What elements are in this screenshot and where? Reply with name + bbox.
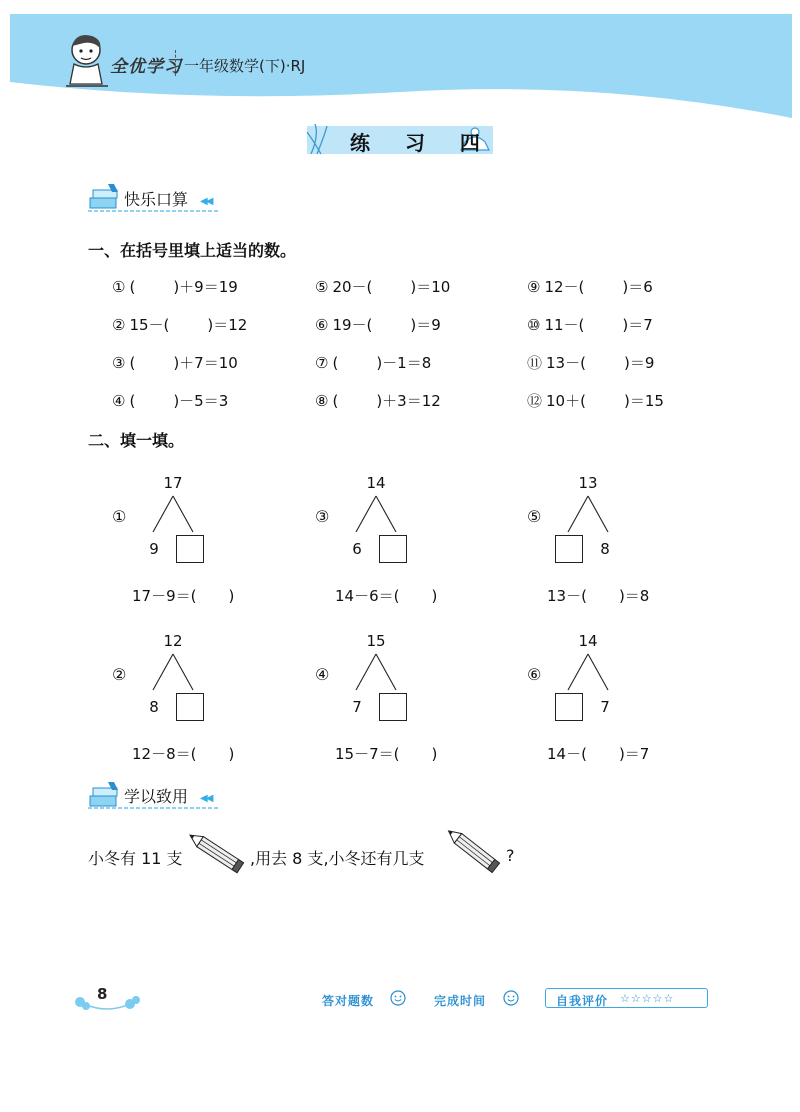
tree-equation: [335, 585, 437, 606]
tree-branches: [558, 652, 618, 692]
equation-right: )＝9: [623, 354, 655, 372]
equation-item: [527, 352, 654, 373]
section-underline: [88, 805, 218, 811]
equation-left: 15－7＝(: [335, 745, 400, 763]
answer-box[interactable]: [379, 693, 407, 721]
rating-stars[interactable]: ☆☆☆☆☆: [620, 992, 675, 1005]
equation-right: ): [431, 587, 438, 605]
word-problem-part1: 小冬有 11 支: [88, 849, 183, 868]
equation-item: [315, 390, 441, 411]
equation-right: )＝8: [618, 587, 650, 605]
tree-branches: [143, 494, 203, 534]
equation-left: 19－(: [332, 316, 373, 334]
equation-item: [112, 390, 228, 411]
equation-left: 11－(: [544, 316, 585, 334]
tree-known-number: 8: [149, 698, 159, 716]
equation-left: 10＋(: [546, 392, 586, 410]
tree-equation: [547, 743, 649, 764]
question-1-heading: 一、在括号里填上适当的数。: [88, 241, 297, 260]
branch-line: [588, 654, 608, 690]
equation-item: [112, 276, 238, 297]
equation-marker: ⑧: [315, 392, 329, 410]
branch-line: [588, 496, 608, 532]
equation-marker: ⑪: [527, 354, 543, 372]
equation-left: 13－(: [547, 587, 587, 605]
correct-count-label: 答对题数: [322, 994, 375, 1008]
tree-marker: ①: [112, 507, 127, 526]
equation-marker: ⑤: [315, 278, 329, 296]
tree-top-number: 14: [366, 474, 386, 492]
equation-right: ): [431, 745, 438, 763]
tree-branches: [346, 494, 406, 534]
equation-left: 12－(: [544, 278, 585, 296]
equation-marker: ⑦: [315, 354, 329, 372]
equation-right: )＋7＝10: [173, 354, 238, 372]
tree-marker: ③: [315, 507, 330, 526]
header-divider: [175, 50, 177, 76]
equation-right: )＋3＝12: [376, 392, 441, 410]
equation-marker: ⑨: [527, 278, 541, 296]
equation-left: (: [332, 392, 339, 410]
branch-line: [356, 654, 376, 690]
page-title: 练 习 四: [350, 131, 494, 155]
pencil-icon: [440, 826, 506, 874]
equation-marker: ⑥: [315, 316, 329, 334]
branch-line: [153, 654, 173, 690]
tree-known-number: 9: [149, 540, 159, 558]
section-label-mental-math: 快乐口算: [124, 190, 189, 209]
tree-equation: [132, 585, 234, 606]
tree-top-number: 15: [366, 632, 386, 650]
equation-right: )＝6: [622, 278, 653, 296]
tree-equation: [547, 585, 649, 606]
equation-item: [112, 314, 247, 335]
tree-marker: ④: [315, 665, 330, 684]
word-problem-part2: ,用去 8 支,小冬还有几支: [250, 849, 425, 868]
equation-marker: ⑩: [527, 316, 541, 334]
equation-item: [315, 314, 441, 335]
tree-branches: [558, 494, 618, 534]
smiley-icon: [503, 990, 519, 1006]
tree-branches: [346, 652, 406, 692]
equation-left: 14－(: [547, 745, 587, 763]
tree-top-number: 13: [578, 474, 598, 492]
tree-marker: ②: [112, 665, 127, 684]
equation-left: (: [129, 278, 136, 296]
tree-marker: ⑥: [527, 665, 542, 684]
equation-right: )－5＝3: [173, 392, 229, 410]
equation-right: )＝15: [623, 392, 664, 410]
student-mascot-icon: [62, 30, 110, 92]
equation-left: 13－(: [546, 354, 586, 372]
equation-right: )＝7: [618, 745, 650, 763]
pencil-icon: [183, 828, 249, 876]
equation-right: )＝9: [410, 316, 441, 334]
answer-box[interactable]: [176, 693, 204, 721]
branch-line: [568, 496, 588, 532]
answer-box[interactable]: [555, 693, 583, 721]
branch-line: [568, 654, 588, 690]
brand-logo-text: 全优学习: [110, 57, 182, 77]
book-subtitle: 一年级数学(下)·RJ: [184, 57, 306, 75]
tree-equation: [132, 743, 234, 764]
tree-known-number: 8: [600, 540, 610, 558]
equation-left: (: [332, 354, 339, 372]
equation-right: )－1＝8: [376, 354, 432, 372]
equation-item: [527, 314, 653, 335]
answer-box[interactable]: [555, 535, 583, 563]
equation-right: )＝10: [410, 278, 451, 296]
answer-box[interactable]: [176, 535, 204, 563]
smiley-icon: [390, 990, 406, 1006]
equation-marker: ⑫: [527, 392, 543, 410]
equation-right: ): [228, 745, 235, 763]
tree-equation: [335, 743, 437, 764]
completion-time-label: 完成时间: [434, 994, 487, 1008]
equation-left: 15－(: [129, 316, 170, 334]
equation-item: [527, 390, 664, 411]
question-2-heading: 二、填一填。: [88, 431, 185, 450]
tree-known-number: 7: [352, 698, 362, 716]
equation-marker: ④: [112, 392, 126, 410]
equation-marker: ③: [112, 354, 126, 372]
equation-item: [527, 276, 653, 297]
tree-marker: ⑤: [527, 507, 542, 526]
equation-right: )＝7: [622, 316, 653, 334]
tree-top-number: 17: [163, 474, 183, 492]
answer-box[interactable]: [379, 535, 407, 563]
branch-line: [173, 654, 193, 690]
equation-right: )＋9＝19: [173, 278, 238, 296]
section-label-apply: 学以致用: [124, 787, 189, 806]
equation-item: [112, 352, 238, 373]
word-problem-question-mark: ?: [506, 846, 515, 865]
branch-line: [173, 496, 193, 532]
equation-left: (: [129, 354, 136, 372]
equation-left: 14－6＝(: [335, 587, 400, 605]
arrows-decoration: ◀◀: [200, 196, 212, 207]
equation-marker: ②: [112, 316, 126, 334]
branch-line: [356, 496, 376, 532]
branch-line: [153, 496, 173, 532]
equation-item: [315, 276, 450, 297]
self-evaluation-label: 自我评价: [556, 994, 609, 1008]
tree-known-number: 6: [352, 540, 362, 558]
tree-branches: [143, 652, 203, 692]
equation-right: ): [228, 587, 235, 605]
tree-top-number: 12: [163, 632, 183, 650]
equation-left: (: [129, 392, 136, 410]
tree-top-number: 14: [578, 632, 598, 650]
branch-line: [376, 654, 396, 690]
section-underline: [88, 208, 218, 214]
equation-marker: ①: [112, 278, 126, 296]
branch-line: [376, 496, 396, 532]
equation-left: 12－8＝(: [132, 745, 197, 763]
arrows-decoration: ◀◀: [200, 793, 212, 804]
tree-known-number: 7: [600, 698, 610, 716]
equation-left: 17－9＝(: [132, 587, 197, 605]
equation-left: 20－(: [332, 278, 373, 296]
equation-right: )＝12: [207, 316, 248, 334]
equation-item: [315, 352, 431, 373]
page-number: 8: [97, 985, 108, 1003]
